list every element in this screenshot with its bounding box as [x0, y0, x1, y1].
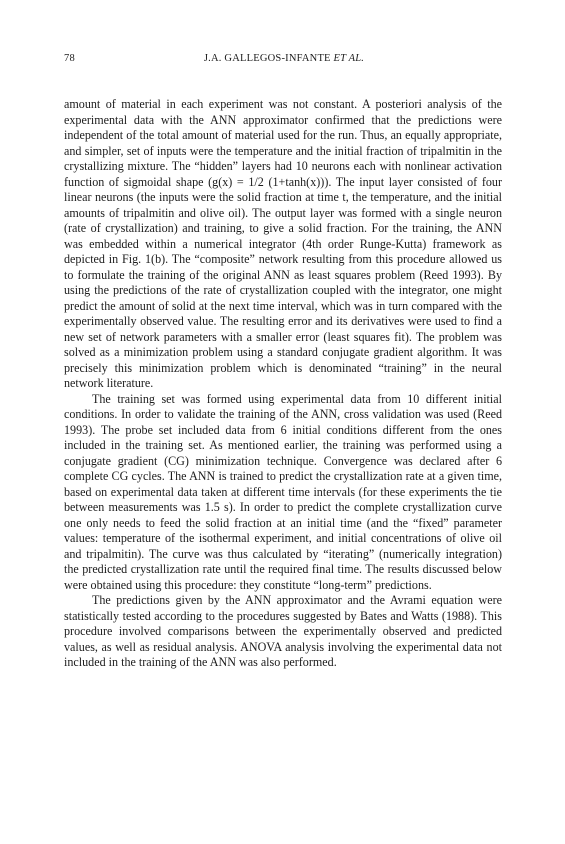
- running-header: [64, 53, 504, 69]
- running-head-title: [64, 53, 504, 64]
- paragraph: The predictions given by the ANN approximator and the Avrami equation were statistically tested according to the procedures suggested by Bates and Watts (1988). This procedure involved comparisons between the experimentally observed and predicted values, as well as residual analysis. ANOVA analysis involving the experimental data not included in the training of the ANN was also performed.: [64, 593, 502, 669]
- running-head-et-al: ET AL.: [333, 53, 365, 64]
- paragraph: amount of material in each experiment was not constant. A posteriori analysis of the experimental data with the ANN approximator confirmed that the predictions were independent of the total amount of material used for the run. Thus, an equally appropriate, and simpler, set of inputs were the temperature and the initial fraction of tripalmitin in the crystallizing mixture. The “hidden” layers had 10 neurons each with nonlinear activation function of sigmoidal shape (g(x) = 1/2 (1+tanh(x))). The input layer consisted of four linear neurons (the inputs were the solid fraction at time t, the temperature, and the initial amounts of tripalmitin and olive oil). The output layer was formed with a single neuron (rate of crystallization) and training, to give a solid fraction. For the training, the ANN was embedded within a numerical integrator (4th order Runge-Kutta) framework as depicted in Fig. 1(b). The “composite” network resulting from this procedure allowed us to formulate the training of the original ANN as least squares problem (Reed 1993). By using the predictions of the rate of crystallization coupled with the integrator, one might predict the amount of solid at the next time interval, which was in turn compared with the experimentally observed value. The resulting error and its derivatives were used to find a new set of network parameters with a smaller error (least squares fit). The problem was solved as a minimization problem using a standard conjugate gradient algorithm. It was precisely this minimization problem which is denominated “training” in the neural network literature.: [64, 97, 502, 390]
- page-number: 78: [64, 53, 75, 64]
- body-text: [64, 97, 502, 671]
- running-head-authors: J.A. GALLEGOS-INFANTE: [203, 53, 331, 64]
- paragraph: The training set was formed using experimental data from 10 different initial conditions. In order to validate the training of the ANN, cross validation was used (Reed 1993). The probe set included data from 6 initial conditions different from the ones included in the training set. As mentioned earlier, the training was performed using a conjugate gradient (CG) minimization technique. Convergence was declared after 6 complete CG cycles. The ANN is trained to predict the crystallization rate at a given time, based on experimental data taken at different time intervals (for these experiments the tie between measurements was 1.5 s). In order to predict the complete crystallization curve one only needs to feed the solid fraction at an initial time (and the “fixed” parameter values: temperature of the isothermal experiment, and initial concentrations of olive oil and tripalmitin). The curve was thus calculated by “iterating” (numerically integration) the predicted crystallization rate until the required final time. The results discussed below were obtained using this procedure: they constitute “long-term” predictions.: [64, 391, 502, 592]
